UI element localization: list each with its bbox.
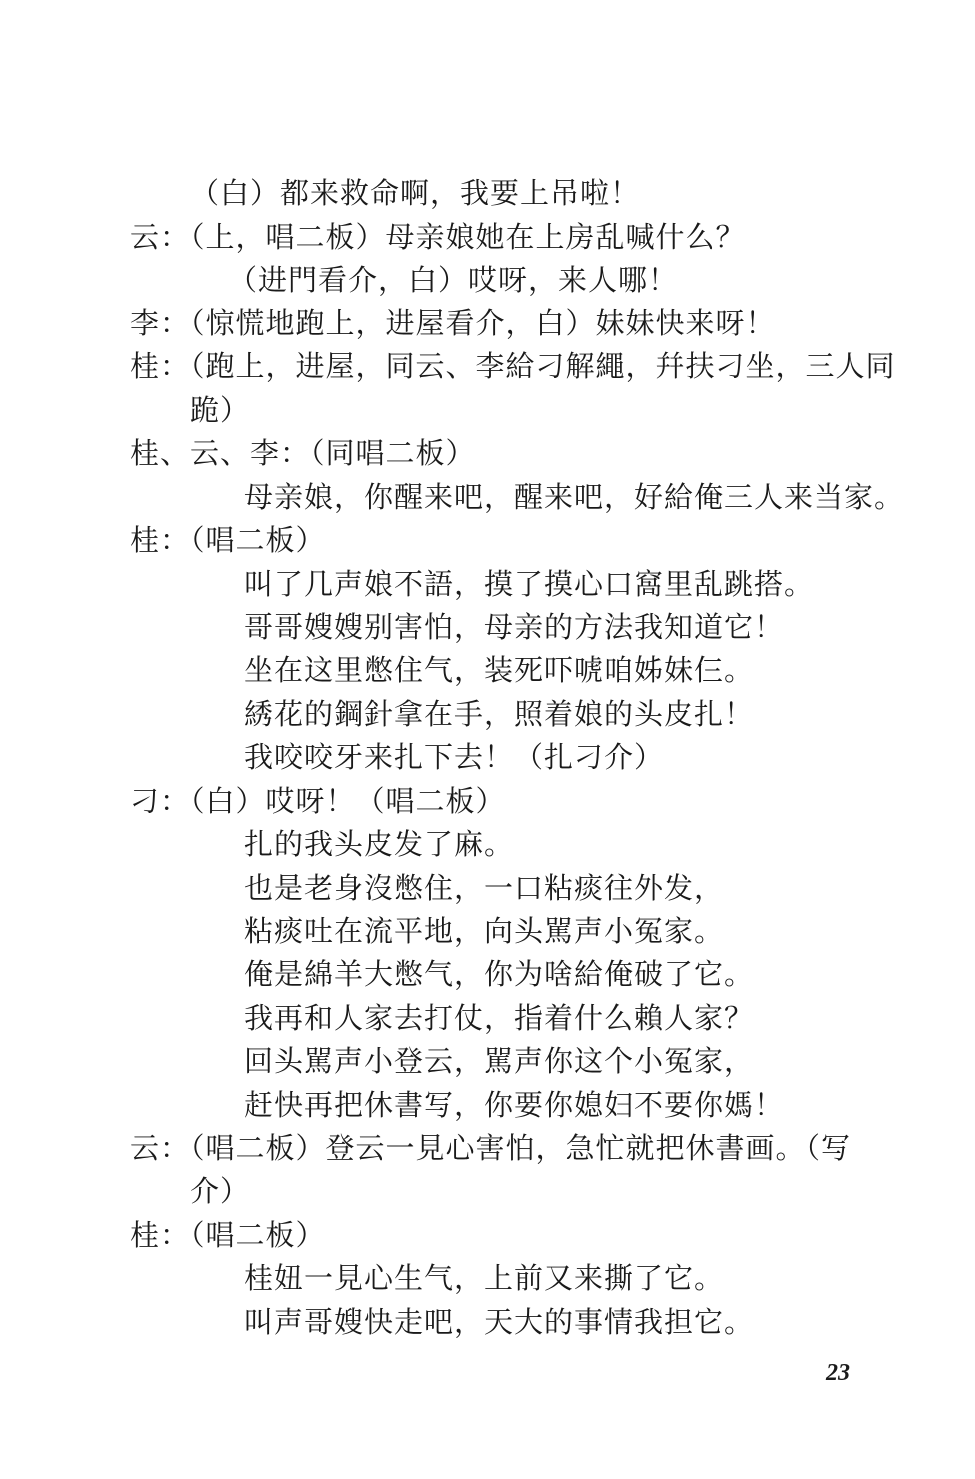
- script-line: 叫声哥嫂快走吧，天大的事情我担它。: [244, 1305, 755, 1339]
- script-line: （白）都来救命啊，我要上吊啦！: [190, 176, 641, 210]
- script-line: 介）: [190, 1174, 251, 1208]
- script-line: 李：（惊慌地跑上，进屋看介，白）妹妹快来呀！: [130, 306, 776, 340]
- script-line: 母亲娘，你醒来吧，醒来吧，好給俺三人来当家。: [244, 480, 905, 514]
- script-line: 綉花的鋼針拿在手，照着娘的头皮扎！: [244, 697, 755, 731]
- script-line: 粘痰吐在流平地，向头駡声小冤家。: [244, 914, 725, 948]
- script-line: 俺是綿羊大憋气，你为啥給俺破了它。: [244, 957, 755, 991]
- script-line: 哥哥嫂嫂别害怕，母亲的方法我知道它！: [244, 610, 785, 644]
- script-line: 跪）: [190, 393, 251, 427]
- script-line: 桂：（唱二板）: [130, 523, 326, 557]
- script-line: 桂、云、李：（同唱二板）: [130, 436, 476, 470]
- script-line: 我再和人家去打仗，指着什么賴人家？: [244, 1001, 755, 1035]
- script-line: 云：（唱二板）登云一見心害怕，急忙就把休書画。（写: [130, 1131, 852, 1165]
- page-number: 23: [826, 1360, 850, 1386]
- script-line: 回头駡声小登云，駡声你这个小冤家，: [244, 1044, 755, 1078]
- script-line: 桂：（跑上，进屋，同云、李給刁解繩，幷扶刁坐，三人同: [130, 349, 896, 383]
- script-line: 云：（上，唱二板）母亲娘她在上房乱喊什么？: [130, 220, 746, 254]
- script-line: 坐在这里憋住气，装死吓唬咱姊妹仨。: [244, 653, 755, 687]
- script-line: 叫了几声娘不語，摸了摸心口窩里乱跳搭。: [244, 567, 815, 601]
- script-line: 赶快再把休書写，你要你媳妇不要你媽！: [244, 1088, 785, 1122]
- script-line: 也是老身沒憋住，一口粘痰往外发，: [244, 871, 725, 905]
- script-line: 桂妞一見心生气，上前又来撕了它。: [244, 1261, 725, 1295]
- script-line: 刁：（白）哎呀！（唱二板）: [130, 784, 506, 818]
- script-line: 桂：（唱二板）: [130, 1218, 326, 1252]
- script-line: （进門看介，白）哎呀，来人哪！: [228, 263, 679, 297]
- script-line: 我咬咬牙来扎下去！（扎刁介）: [244, 740, 665, 774]
- script-line: 扎的我头皮发了麻。: [244, 827, 515, 861]
